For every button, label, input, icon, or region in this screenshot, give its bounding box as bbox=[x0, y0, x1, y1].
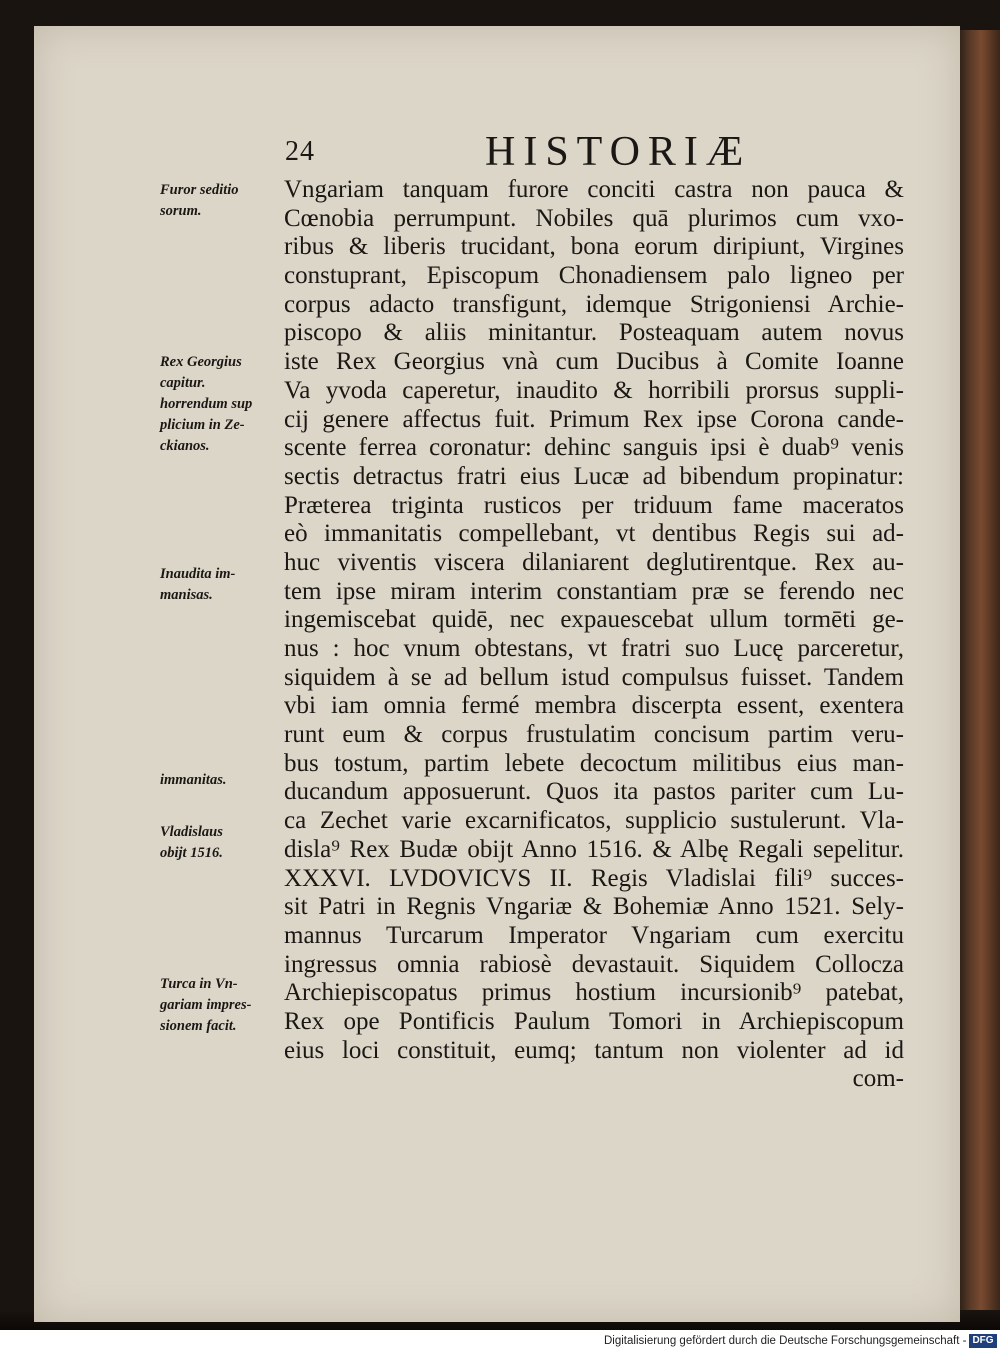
text-line: huc viventis viscera dilaniarent deglutirentque. Rex au- bbox=[284, 548, 904, 576]
text-line: ingemiscebat quidē, nec expauescebat ullum tormēti ge- bbox=[284, 606, 904, 634]
text-line: tem ipse miram interim constantiam præ se ferendo nec bbox=[284, 577, 904, 605]
text-line: iste Rex Georgius vnà cum Ducibus à Comite Ioanne bbox=[284, 348, 904, 376]
text-line: ribus & liberis trucidant, bona eorum diripiunt, Virgines bbox=[284, 233, 904, 261]
book-edge bbox=[958, 30, 1000, 1330]
text-line: constuprant, Episcopum Chonadiensem palo ligneo per bbox=[284, 262, 904, 290]
text-line: corpus adacto transfigunt, idemque Strigoniensi Archie- bbox=[284, 290, 904, 318]
text-line: sit Patri in Regnis Vngariæ & Bohemiæ Anno 1521. Sely- bbox=[284, 893, 904, 921]
text-line: Archiepiscopatus primus hostium incursionib⁹ patebat, bbox=[284, 979, 904, 1007]
text-line: XXXVI. LVDOVICVS II. Regis Vladislai fili⁹ succes- bbox=[284, 864, 904, 892]
text-line: Cœnobia perrumpunt. Nobiles quā plurimos cum vxo- bbox=[284, 204, 904, 232]
text-line: vbi iam omnia fermé membra discerpta essent, exentera bbox=[284, 692, 904, 720]
margin-note: Vladislaus obijt 1516. bbox=[160, 824, 223, 861]
text-line: cij genere affectus fuit. Primum Rex ipse Corona cande- bbox=[284, 405, 904, 433]
running-title: HISTORIÆ bbox=[485, 129, 752, 175]
credit-text: Digitalisierung gefördert durch die Deutsche Forschungsgemeinschaft - bbox=[604, 1335, 967, 1348]
margin-note: immanitas. bbox=[160, 772, 227, 788]
margin-note: Inaudita im- manisas. bbox=[160, 566, 236, 603]
dfg-logo-icon: DFG bbox=[969, 1334, 996, 1348]
text-line: bus tostum, partim lebete decoctum militibus eius man- bbox=[284, 749, 904, 777]
margin-note: Furor seditio sorum. bbox=[160, 182, 239, 219]
text-line: sectis detractus fratri eius Lucæ ad bibendum propinatur: bbox=[284, 462, 904, 490]
margin-note: Rex Georgius capitur. horrendum sup plicium in Ze- ckianos. bbox=[160, 354, 253, 454]
text-line: nus : hoc vnum obtestans, vt fratri suo Lucę parceretur, bbox=[284, 635, 904, 662]
text-line: ducandum apposuerunt. Quos ita pastos pariter cum Lu- bbox=[284, 778, 904, 806]
text-line: scente ferrea coronatur: dehinc sanguis ipsi è duab⁹ venis bbox=[284, 434, 904, 462]
digitization-credit bbox=[604, 1334, 992, 1350]
text-line: siquidem à se ad bellum istud compulsus fuisset. Tandem bbox=[284, 663, 904, 691]
text-line: disla⁹ Rex Budæ obijt Anno 1516. & Albę Regali sepelitur. bbox=[284, 835, 904, 863]
text-line: runt eum & corpus frustulatim concisum partim veru- bbox=[284, 721, 904, 749]
margin-note: Turca in Vn- gariam impres- sionem facit. bbox=[160, 976, 252, 1034]
text-line: ingressus omnia rabiosè devastauit. Siquidem Collocza bbox=[284, 950, 904, 978]
margin-notes bbox=[160, 180, 280, 1060]
text-line: Rex ope Pontificis Paulum Tomori in Archiepiscopum bbox=[284, 1007, 904, 1035]
page-number: 24 bbox=[285, 136, 315, 167]
text-line: eius loci constituit, eumq; tantum non violenter ad id bbox=[284, 1036, 904, 1064]
text-line: mannus Turcarum Imperator Vngariam cum exercitu bbox=[284, 921, 904, 949]
text-line: com- bbox=[852, 1065, 904, 1093]
text-line: Vngariam tanquam furore conciti castra non pauca & bbox=[284, 176, 904, 203]
page-header bbox=[285, 128, 905, 178]
text-line: Va yvoda caperetur, inaudito & horribili prorsus suppli- bbox=[284, 376, 904, 404]
text-line: ca Zechet varie excarnificatos, supplicio sustulerunt. Vla- bbox=[284, 807, 904, 835]
text-line: eò immanitatis compellebant, vt dentibus Regis sui ad- bbox=[284, 520, 904, 548]
text-line: piscopo & aliis minitantur. Posteaquam autem novus bbox=[284, 319, 904, 347]
main-text-block bbox=[284, 176, 904, 1094]
text-line: Præterea triginta rusticos per triduum fame maceratos bbox=[284, 491, 904, 519]
